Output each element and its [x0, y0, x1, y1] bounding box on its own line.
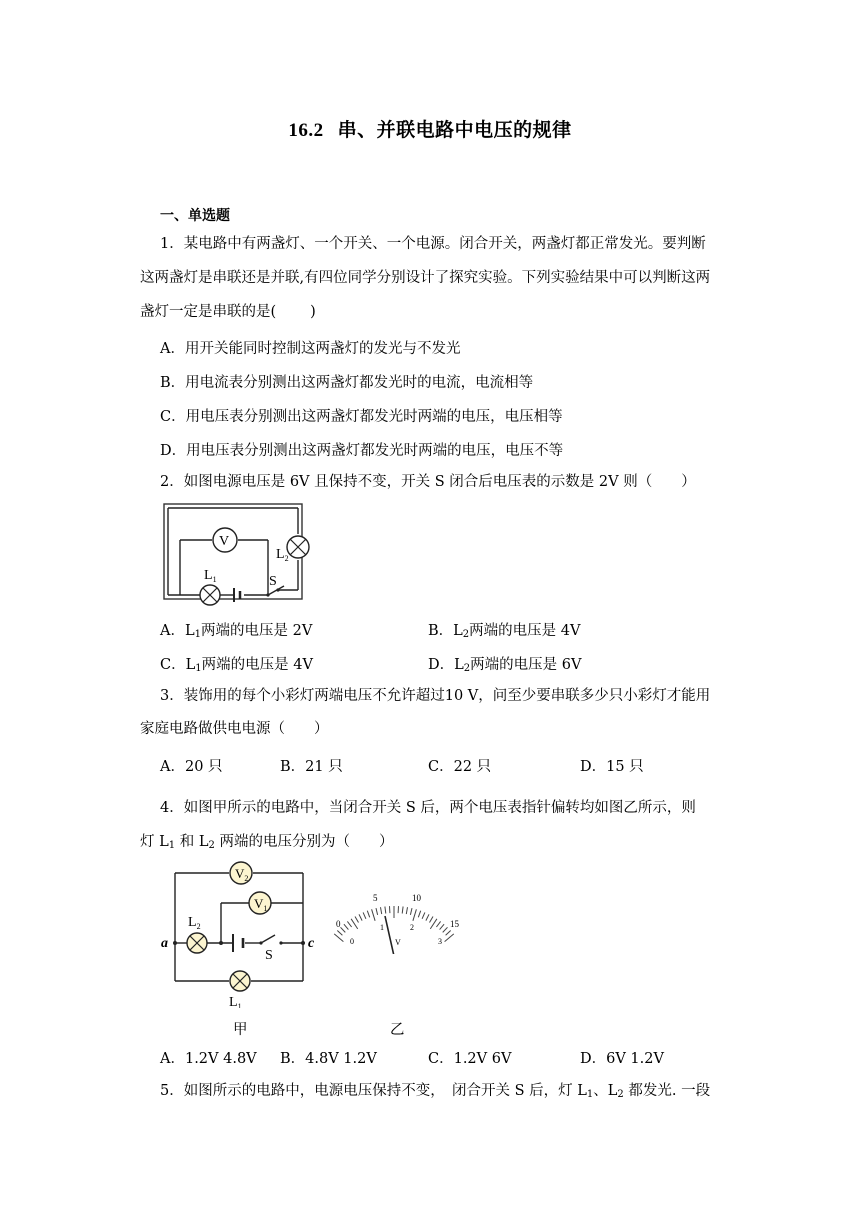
dial-outer-10: 10 [412, 893, 421, 903]
dial-tick [422, 912, 425, 918]
q1-paren-close: ) [310, 304, 316, 320]
q2-option-d: D．$L_2$两端的电压是 6V [428, 657, 582, 674]
dial-needle [385, 916, 394, 954]
q1-option-b: B．用电流表分别测出这两盏灯都发光时的电流，电流相等 [160, 375, 534, 391]
q4-option-c: C．1.2V 6V [428, 1051, 512, 1067]
q4-circuit-diagram [155, 858, 325, 1008]
q1-line2: 这两盏灯是串联还是并联,有四位同学分别设计了探究实验。下列实验结果中可以判断这两 [140, 270, 711, 286]
dial-tick [406, 907, 407, 914]
q2-l1-label: $L_1$ [204, 568, 217, 584]
section-heading: 一、单选题 [160, 208, 230, 224]
q3-option-c: C．22 只 [428, 759, 492, 775]
q4-node-c: c [308, 936, 315, 951]
q1-stem-end: 盏灯一定是串联的是( [140, 304, 277, 320]
q3-option-b: B．21 只 [280, 759, 343, 775]
dial-inner-2: 2 [410, 923, 414, 932]
q1-option-d: D．用电压表分别测出这两盏灯都发光时两端的电压，电压不等 [160, 443, 564, 459]
q5-line1: 5．如图所示的电路中，电源电压保持不变， 闭合开关 S 后，灯 $L_1$、$L_2$ 都发光. 一段 [160, 1083, 711, 1100]
dial-inner-0: 0 [350, 937, 354, 946]
dial-tick [337, 931, 342, 936]
q1-option-a: A．用开关能同时控制这两盏灯的发光与不发光 [160, 341, 461, 357]
dial-outer-15: 15 [450, 919, 459, 929]
dial-unit: V [395, 938, 401, 947]
dial-tick [344, 924, 349, 929]
q4-l2-label: $L_2$ [188, 915, 201, 931]
dial-tick [436, 921, 440, 927]
q3-line2: 家庭电路做供电电源（ ） [140, 721, 329, 737]
q2-option-a: A．$L_1$两端的电压是 2V [160, 623, 313, 640]
q4-v2-label: $V_2$ [235, 866, 249, 883]
q2-l2-label: $L_2$ [276, 547, 289, 563]
q4-option-d: D．6V 1.2V [580, 1051, 664, 1067]
q2-option-c: C．$L_1$两端的电压是 4V [160, 657, 313, 674]
q3-option-a: A．20 只 [160, 759, 223, 775]
dial-outer-5: 5 [373, 893, 378, 903]
dial-tick [385, 907, 386, 914]
q4-figure-label-jia: 甲 [233, 1022, 248, 1038]
q1-line1: 1．某电路中有两盏灯、一个开关、一个电源。闭合开关，两盏灯都正常发光。要判断 [160, 236, 706, 252]
dial-tick [443, 927, 448, 932]
section-number: 16.2 [288, 120, 324, 141]
dial-tick [363, 912, 366, 918]
dial-tick [410, 908, 412, 915]
q2-option-b: B．$L_2$两端的电压是 4V [428, 623, 581, 640]
q1-option-c: C．用电压表分别测出这两盏灯都发光时两端的电压，电压相等 [160, 409, 563, 425]
dial-inner-3: 3 [438, 937, 442, 946]
dial-tick [341, 927, 346, 932]
page-title [0, 115, 860, 142]
dial-tick [355, 917, 359, 923]
q4-v1-label: $V_1$ [254, 896, 268, 913]
dial-tick [426, 914, 429, 920]
dial-tick [430, 917, 434, 923]
dial-tick [359, 914, 362, 920]
dial-tick [376, 908, 378, 915]
q4-option-b: B．4.8V 1.2V [280, 1051, 377, 1067]
q3-option-d: D．15 只 [580, 759, 644, 775]
q4-line2: 灯 $L_1$ 和 $L_2$ 两端的电压分别为（ ） [140, 834, 394, 851]
q4-l1-label: $L_1$ [229, 995, 242, 1008]
dial-tick [418, 911, 420, 918]
dial-tick [402, 907, 403, 914]
title-text: 串、并联电路中电压的规律 [337, 119, 572, 141]
q4-switch-label: S [265, 948, 273, 963]
dial-tick [413, 909, 417, 921]
dial-tick [372, 909, 376, 921]
q2-circuit-diagram [160, 500, 320, 610]
q2-switch-label: S [269, 574, 277, 589]
q3-line1: 3．装饰用的每个小彩灯两端电压不允许超过10 V，问至少要串联多少只小彩灯才能用 [160, 688, 711, 704]
dial-inner-1: 1 [380, 923, 384, 932]
dial-tick [347, 921, 351, 927]
dial-tick [381, 907, 382, 914]
q4-line1: 4．如图甲所示的电路中，当闭合开关 S 后，两个电压表指针偏转均如图乙所示，则 [160, 800, 696, 816]
dial-tick [446, 931, 451, 936]
q2-stem: 2．如图电源电压是 6V 且保持不变，开关 S 闭合后电压表的示数是 2V 则（ ） [160, 474, 696, 490]
dial-tick [367, 911, 369, 918]
dial-tick [440, 924, 445, 929]
q4-figure-label-yi: 乙 [390, 1022, 405, 1038]
q1-line3 [140, 302, 740, 322]
q2-voltmeter-label: V [219, 534, 230, 549]
q4-option-a: A．1.2V 4.8V [160, 1051, 257, 1067]
dial-outer-0: 0 [336, 919, 341, 929]
q4-node-a: a [161, 936, 168, 951]
q4-voltmeter-dial [330, 864, 470, 954]
